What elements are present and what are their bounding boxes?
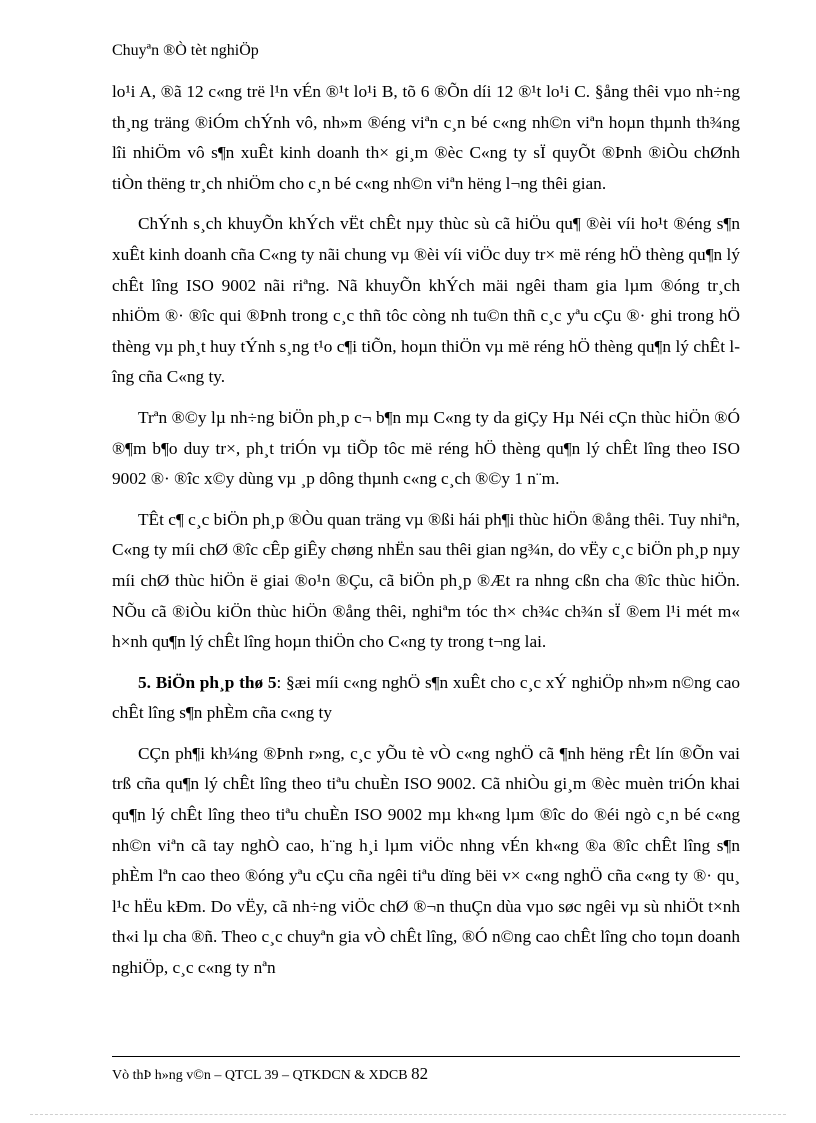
footer-rule <box>112 1056 740 1057</box>
running-header: Chuyªn ®Ò tèt nghiÖp <box>112 42 259 59</box>
paragraph-2: ChÝnh s¸ch khuyÕn khÝch vËt chÊt nµy thùc sù cã hiÖu qu¶ ®èi víi ho¹t ®éng s¶n xuÊt kinh doanh cña C«ng ty nãi chung vµ ®èi víi viÖc duy tr× më réng hÖ thèng qu¶n lý chÊt lîng ISO 9002 nãi riªng. Nã khuyÕn khÝch mäi ngêi tham gia lµm ®óng tr¸ch nhiÖm ®· ®îc qui ®Þnh trong c¸c thñ tôc còng nh tu©n thñ c¸c yªu cÇu ®· ghi trong hÖ thèng vµ ph¸t huy tÝnh s¸ng t¹o c¶i tiÕn, hoµn thiÖn vµ më réng hÖ thèng qu¶n lý chÊt lîng cña C«ng ty. <box>112 214 740 387</box>
paragraph-3: Trªn ®©y lµ nh÷ng biÖn ph¸p c¬ b¶n mµ C«ng ty da giÇy Hµ Néi cÇn thùc hiÖn ®Ó ®¶m b¶o duy tr×, ph¸t triÓn vµ tiÕp tôc më réng hÖ thèng qu¶n lý chÊt lîng theo ISO 9002 ®· ®îc x©y dùng vµ ¸p dông thµnh c«ng c¸ch ®©y 1 n¨m. <box>112 407 740 489</box>
body-text <box>112 77 740 984</box>
paragraph-1: lo¹i A, ®ã 12 c«ng trë l¹n vÉn ®¹t lo¹i B, tõ 6 ®Õn díi 12 ®¹t lo¹i C. §ång thêi vµo nh÷ng th¸ng träng ®iÓm chÝnh vô, nh»m ®éng viªn c¸n bé c«ng nh©n viªn hoµn thµnh th¾ng lîi nhiÖm vô s¶n xuÊt kinh doanh th× gi¸m ®èc C«ng ty sÏ quyÕt ®Þnh ®iÒu chØnh tiÒn thëng tr¸ch nhiÖm cho c¸n bé c«ng nh©n viªn hëng l¬ng thêi gian. <box>112 82 740 193</box>
section-heading <box>112 668 740 729</box>
paragraph-5: CÇn ph¶i kh¼ng ®Þnh r»ng, c¸c yÕu tè vÒ c«ng nghÖ cã ¶nh hëng rÊt lín ®Õn vai trß cña qu¶n lý chÊt lîng theo tiªu chuÈn ISO 9002. Cã nhiÒu gi¸m ®èc muèn triÓn khai qu¶n lý chÊt lîng theo tiªu chuÈn ISO 9002 mµ kh«ng lµm ®îc do ®éi ngò c¸n bé c«ng nh©n viªn cã tay nghÒ cao, h¨ng h¸i lµm viÖc nhng vÉn kh«ng ®a ®îc chÊt lîng s¶n phÈm lªn cao theo ®óng yªu cÇu cña ngêi tiªu dïng bëi v× c«ng nghÖ cña c«ng ty ®· qu¸ l¹c hËu kÐm. Do vËy, cã nh÷ng viÖc chØ ®¬n thuÇn dùa vµo søc ngêi vµ sù nhiÖt t×nh th«i lµ cha ®ñ. Theo c¸c chuyªn gia vÒ chÊt lîng, ®Ó n©ng cao chÊt lîng cho toµn doanh nghiÖp, c¸c c«ng ty nªn <box>112 743 740 978</box>
page-number: 82 <box>411 1064 429 1083</box>
footer-text: Vò thÞ h»ng v©n – QTCL 39 – QTKDCN & XDCB <box>112 1068 408 1083</box>
section-text: : §æi míi c«ng nghÖ s¶n xuÊt cho c¸c xÝ nghiÖp nh»m n©ng cao chÊt lîng s¶n phÈm cña c«ng ty <box>112 672 741 723</box>
paragraph-4: TÊt c¶ c¸c biÖn ph¸p ®Òu quan träng vµ ®ßi hái ph¶i thùc hiÖn ®ång thêi. Tuy nhiªn, C«ng ty míi chØ ®îc cÊp giÊy chøng nhËn sau thêi gian ng¾n, do vËy c¸c biÖn ph¸p nµy míi chØ thùc hiÖn ë giai ®o¹n ®Çu, cã biÖn ph¸p ®Æt ra nhng cßn cha ®îc thùc hiÖn. NÕu cã ®iÒu kiÖn thùc hiÖn ®ång thêi, nghiªm tóc th× ch¾c ch¾n sÏ ®em l¹i mét m« h×nh qu¶n lý chÊt lîng hoµn thiÖn cho C«ng ty trong t¬ng lai. <box>112 509 740 652</box>
section-label: 5. BiÖn ph¸p thø 5 <box>138 672 277 692</box>
page-edge-divider <box>30 1114 786 1115</box>
footer <box>112 1064 428 1084</box>
